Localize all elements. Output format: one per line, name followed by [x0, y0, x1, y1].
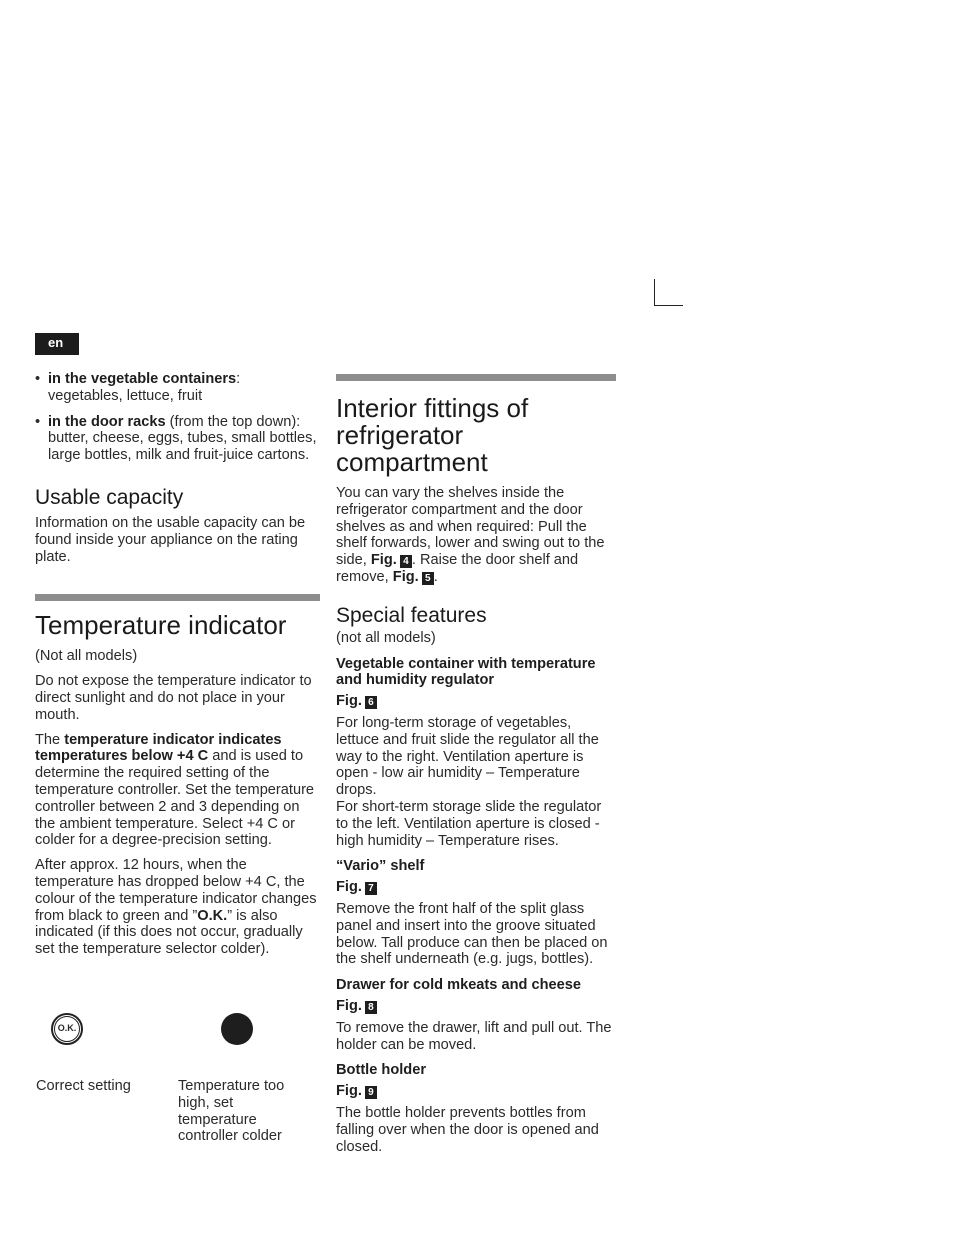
- bullet-text: :: [236, 371, 241, 387]
- ok-indicator-label: O.K.: [54, 1016, 80, 1042]
- figure-number-badge: 4: [400, 555, 412, 568]
- special-features-heading: Special features: [336, 603, 487, 627]
- black-indicator-icon: [221, 1013, 253, 1045]
- interior-fittings-heading: Interior fittings of refrigerator compartment: [336, 393, 529, 477]
- usable-capacity-text: Information on the usable capacity can be found inside your appliance on the rating plate.: [35, 514, 306, 565]
- caption-temperature-too-high: Temperature too high, set temperature controller colder: [178, 1078, 285, 1145]
- feature-figure-ref: Fig. 9: [336, 1083, 616, 1100]
- bullet-dot: •: [35, 413, 41, 430]
- figure-number-badge: 8: [365, 1001, 377, 1014]
- feature-title: Drawer for cold mkeats and cheese: [336, 977, 581, 994]
- figure-number-badge: 9: [365, 1086, 377, 1099]
- bullet-detail: butter, cheese, eggs, tubes, small bottles, large bottles, milk and fruit-juice cartons.: [48, 430, 317, 464]
- figure-number-badge: 7: [365, 882, 377, 895]
- usable-capacity-heading: Usable capacity: [35, 485, 184, 509]
- left-column: [35, 371, 320, 958]
- bullet-detail: vegetables, lettuce, fruit: [48, 387, 203, 404]
- interior-fittings-text: You can vary the shelves inside the refrigerator compartment and the door shelves as and when required: Pull the shelf forwards, lower and swing out to the side, Fig. 4 . Raise the door shelf and remove, Fig. 5 .: [336, 485, 605, 585]
- temperature-indicator-paragraph-3: After approx. 12 hours, when the temperature has dropped below +4 C, the colour of the temperature indicator changes from black to green and ”O.K.” is also indicated (if this does not occur, gradually set the temperature selector colder).: [35, 857, 317, 958]
- caption-correct-setting: Correct setting: [36, 1078, 131, 1094]
- bullet-text: (from the top down):: [165, 413, 301, 430]
- bullet-vegetable-containers: [35, 371, 320, 405]
- bullet-dot: •: [35, 371, 41, 387]
- special-features-note: (not all models): [336, 629, 436, 646]
- bullet-door-racks: [35, 414, 320, 464]
- figure-number-badge: 5: [422, 572, 434, 585]
- language-badge: en: [35, 333, 79, 355]
- section-divider-bar: [35, 594, 320, 601]
- feature-figure-ref: Fig. 8: [336, 998, 616, 1015]
- right-column: [336, 374, 616, 1155]
- bullet-bold-text: in the vegetable containers: [48, 371, 237, 387]
- feature-figure-ref: Fig. 6: [336, 693, 616, 710]
- temperature-indicator-heading: Temperature indicator: [35, 610, 287, 641]
- temperature-indicator-note: (Not all models): [35, 648, 138, 665]
- crop-mark-horizontal: [654, 305, 683, 306]
- temperature-indicator-warning: Do not expose the temperature indicator to direct sunlight and do not place in your mouth.: [35, 673, 312, 723]
- crop-mark-vertical: [654, 279, 655, 306]
- feature-text: To remove the drawer, lift and pull out. The holder can be moved.: [336, 1019, 612, 1053]
- feature-text-2: For short-term storage slide the regulator to the left. Ventilation aperture is closed - high humidity – Temperature rises.: [336, 798, 602, 849]
- section-divider-bar: [336, 374, 616, 381]
- temperature-indicator-paragraph-2: The temperature indicator indicates temperatures below +4 C and is used to determine the required setting of the temperature controller. Set the temperature controller between 2 and 3 depending on the ambient temperature. Select +4 C or colder for a degree-precision setting.: [35, 731, 315, 849]
- feature-title: “Vario” shelf: [336, 858, 425, 875]
- ok-indicator-icon: [51, 1013, 83, 1045]
- feature-text: Remove the front half of the split glass panel and insert into the groove situated below. Tall produce can then be placed on the shelf underneath (e.g. jugs, bottles).: [336, 900, 608, 968]
- feature-text: The bottle holder prevents bottles from falling over when the door is opened and closed.: [336, 1104, 599, 1155]
- feature-title: Bottle holder: [336, 1062, 426, 1079]
- feature-text: For long-term storage of vegetables, lettuce and fruit slide the regulator all the way to the right. Ventilation aperture is open - low air humidity – Temperature drops.: [336, 714, 599, 799]
- feature-figure-ref: Fig. 7: [336, 879, 616, 896]
- bullet-bold-text: in the door racks: [48, 413, 166, 430]
- feature-title: Vegetable container with temperature and humidity regulator: [336, 655, 596, 689]
- figure-number-badge: 6: [365, 696, 377, 709]
